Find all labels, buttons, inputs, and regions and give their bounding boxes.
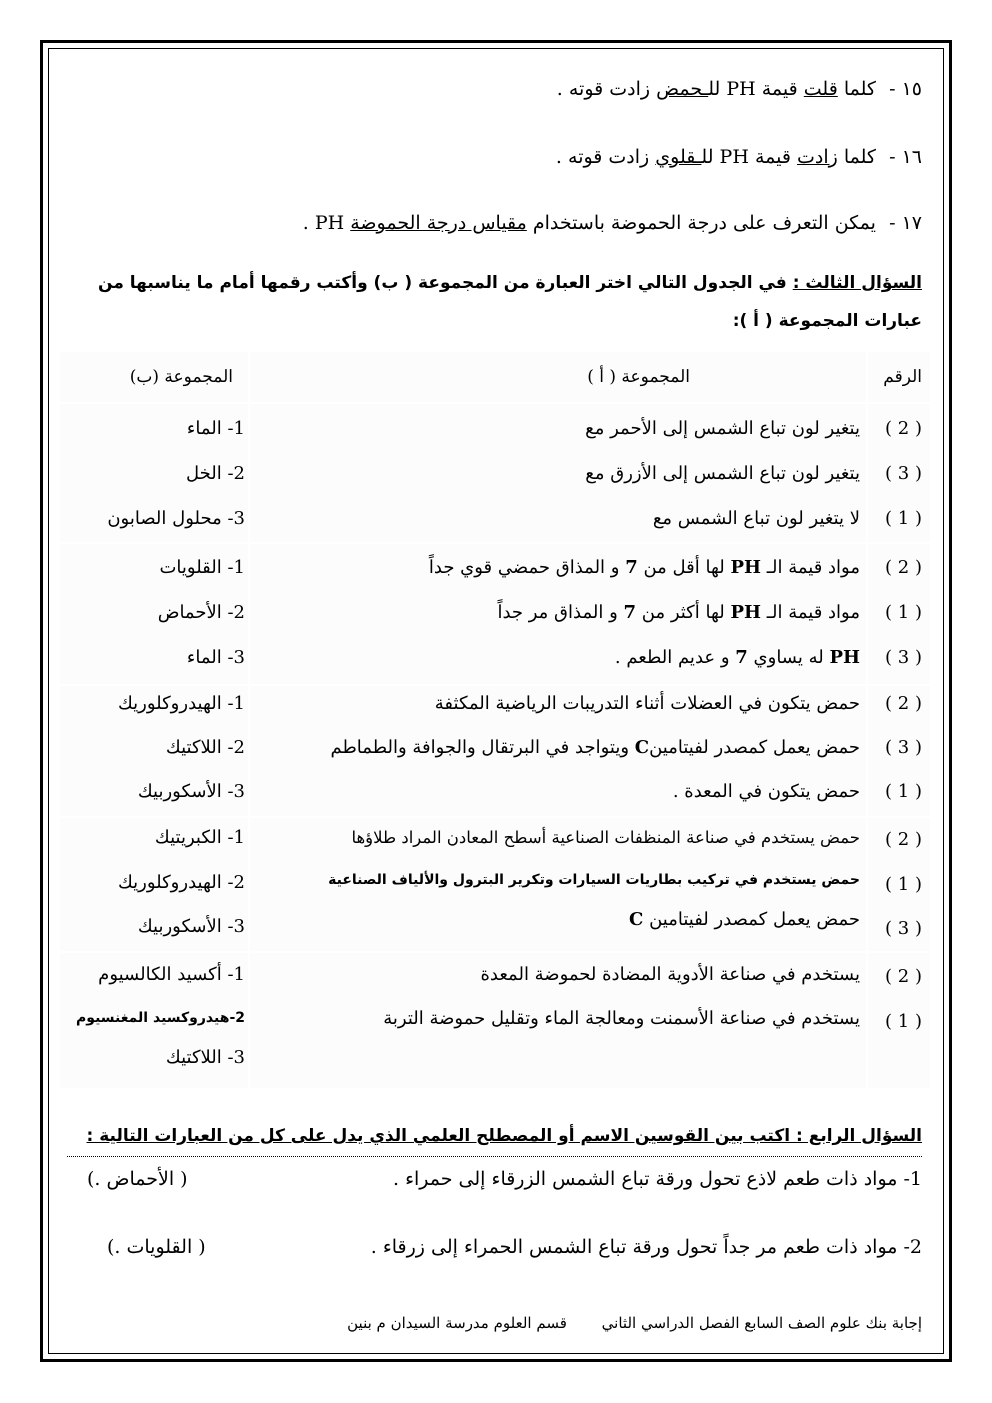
text: و عديم الطعم . — [614, 647, 736, 668]
text: PH — [829, 647, 860, 668]
answer-number: ( 3 ) — [885, 647, 922, 668]
group-b-option: 1- الكبريتيك — [154, 827, 245, 848]
text: 7 — [735, 647, 748, 668]
group-a-statement: يتغير لون تباع الشمس إلى الأحمر مع — [585, 418, 860, 439]
text: مواد قيمة الـ — [761, 557, 860, 578]
answer-number: ( 2 ) — [885, 418, 922, 439]
text: قيمة PH لل — [708, 78, 804, 100]
underlined-answer: مقياس درجة الحموضة — [350, 212, 527, 234]
text: PH . — [302, 212, 351, 234]
group-b-option: 3- الماء — [186, 647, 245, 668]
q4-statement: 1- مواد ذات طعم لاذع تحول ورقة تباع الشمس الزرقاء إلى حمراء . — [393, 1168, 922, 1190]
group-b-option: 1- أكسيد الكالسيوم — [98, 964, 245, 985]
group-a-statement — [260, 546, 860, 590]
q4-answer: ( القلويات .) — [107, 1236, 206, 1258]
group-a-statement: حمض يتكون في المعدة . — [672, 781, 860, 802]
group-b-option: 1- القلويات — [159, 557, 245, 578]
answer-number: ( 1 ) — [885, 508, 922, 529]
group-b-option: 2-هيدروكسيد المغنسيوم — [76, 1010, 245, 1026]
group-a-statement: يتغير لون تباع الشمس إلى الأزرق مع — [585, 463, 860, 484]
column-divider — [866, 352, 868, 1088]
text: لها أقل من — [637, 557, 731, 578]
group-a-statement: حمض يستخدم في تركيب بطاريات السيارات وتكرير البترول والألياف الصناعية — [328, 872, 860, 888]
question-3-title — [62, 264, 922, 340]
answer-number: ( 2 ) — [885, 966, 922, 987]
text: PH — [730, 557, 762, 578]
group-b-option: 3- محلول الصابون — [107, 508, 245, 529]
statement-16 — [556, 146, 922, 168]
question-label: السؤال الرابع : اكتب بين القوسين الاسم أو المصطلح العلمي الذي يدل على كل من العبارات التالية : — [86, 1126, 922, 1146]
dotted-divider — [67, 1156, 922, 1158]
group-b-option: 2- الهيدروكلوريك — [117, 872, 245, 893]
group-a-statement — [260, 898, 860, 942]
text: و المذاق مر جداً — [497, 602, 624, 623]
answer-number: ( 3 ) — [885, 463, 922, 484]
text: 7 — [625, 557, 638, 578]
answer-number: ( 1 ) — [885, 602, 922, 623]
answer-number: ( 1 ) — [885, 874, 922, 895]
underlined-answer: زادت — [796, 146, 838, 168]
text: حمض يعمل كمصدر لفيتامين — [643, 909, 860, 930]
underlined-answer: ـقلوي — [655, 146, 702, 168]
text: C — [634, 737, 650, 758]
q4-statement: 2- مواد ذات طعم مر جداً تحول ورقة تباع الشمس الحمراء إلى زرقاء . — [370, 1236, 922, 1258]
footer-title: إجابة بنك علوم الصف السابع الفصل الدراسي الثاني — [601, 1314, 922, 1332]
text: كلما — [837, 78, 876, 100]
row-separator — [60, 542, 930, 544]
text: قيمة PH لل — [701, 146, 797, 168]
group-a-statement: يستخدم في صناعة الأسمنت ومعالجة الماء وتقليل حموضة التربة — [383, 1008, 860, 1029]
answer-number: ( 3 ) — [885, 918, 922, 939]
group-a-statement — [260, 591, 860, 635]
text: و المذاق حمضي قوي جداً — [428, 557, 626, 578]
group-b-option: 2- الخل — [186, 463, 245, 484]
answer-number: ( 1 ) — [885, 781, 922, 802]
group-a-statement: حمض يستخدم في صناعة المنظفات الصناعية أسطح المعادن المراد طلاؤها — [351, 828, 860, 847]
group-b-option: 3- الأسكوربيك — [137, 916, 245, 937]
group-b-option: 2- اللاكتيك — [165, 737, 245, 758]
answer-number: ( 2 ) — [885, 829, 922, 850]
question-instructions: في الجدول التالي اختر العبارة من المجموعة ( ب) وأكتب رقمها أمام ما يناسبها من عبارات المجموعة ( أ ): — [98, 273, 922, 331]
footer — [317, 1314, 922, 1332]
text: حمض يعمل كمصدر لفيتامين — [649, 737, 860, 758]
text: زادت قوته . — [555, 146, 656, 168]
text: ويتواجد في البرتقال والجوافة والطماطم — [330, 737, 635, 758]
statement-number: ١٥ - — [889, 78, 922, 100]
question-label: السؤال الثالث : — [792, 273, 922, 293]
text: مواد قيمة الـ — [761, 602, 860, 623]
group-b-option: 3- اللاكتيك — [165, 1047, 245, 1068]
header-group-b: المجموعة (ب) — [129, 367, 233, 387]
header-group-a: المجموعة ( أ ) — [587, 367, 690, 387]
answer-number: ( 3 ) — [885, 737, 922, 758]
q4-item-1 — [67, 1168, 922, 1190]
underlined-answer: ـحمض — [656, 78, 709, 100]
group-a-statement: يستخدم في صناعة الأدوية المضادة لحموضة المعدة — [480, 964, 860, 985]
group-b-option: 2- الأحماض — [157, 602, 245, 623]
text: لها أكثر من — [636, 602, 731, 623]
statement-number: ١٧ - — [889, 212, 922, 234]
statement-number: ١٦ - — [889, 146, 922, 168]
group-b-option: 1- الهيدروكلوريك — [117, 693, 245, 714]
group-a-statement — [260, 726, 860, 770]
text: له يساوي — [747, 647, 830, 668]
text: زادت قوته . — [556, 78, 657, 100]
answer-number: ( 2 ) — [885, 557, 922, 578]
q4-answer: ( الأحماض .) — [87, 1168, 188, 1190]
row-separator — [60, 402, 930, 404]
answer-number: ( 1 ) — [885, 1011, 922, 1032]
group-b-option: 3- الأسكوربيك — [137, 781, 245, 802]
group-a-statement: حمض يتكون في العضلات أثناء التدريبات الرياضية المكثفة — [434, 693, 860, 714]
statement-15 — [557, 78, 922, 100]
text: 7 — [623, 602, 637, 623]
group-a-statement: لا يتغير لون تباع الشمس مع — [652, 508, 860, 529]
underlined-answer: قلت — [803, 78, 838, 100]
group-a-statement — [260, 636, 860, 680]
answer-number: ( 2 ) — [885, 693, 922, 714]
q4-item-2 — [67, 1236, 922, 1258]
text: C — [629, 909, 644, 930]
statement-17 — [303, 212, 922, 234]
question-4-title — [62, 1118, 922, 1154]
header-num: الرقم — [883, 367, 922, 387]
text: يمكن التعرف على درجة الحموضة باستخدام — [526, 212, 876, 234]
text: كلما — [837, 146, 876, 168]
column-divider — [248, 352, 250, 1088]
group-b-option: 1- الماء — [186, 418, 245, 439]
footer-school: قسم العلوم مدرسة السيدان م بنين — [347, 1314, 567, 1332]
text: PH — [730, 602, 762, 623]
